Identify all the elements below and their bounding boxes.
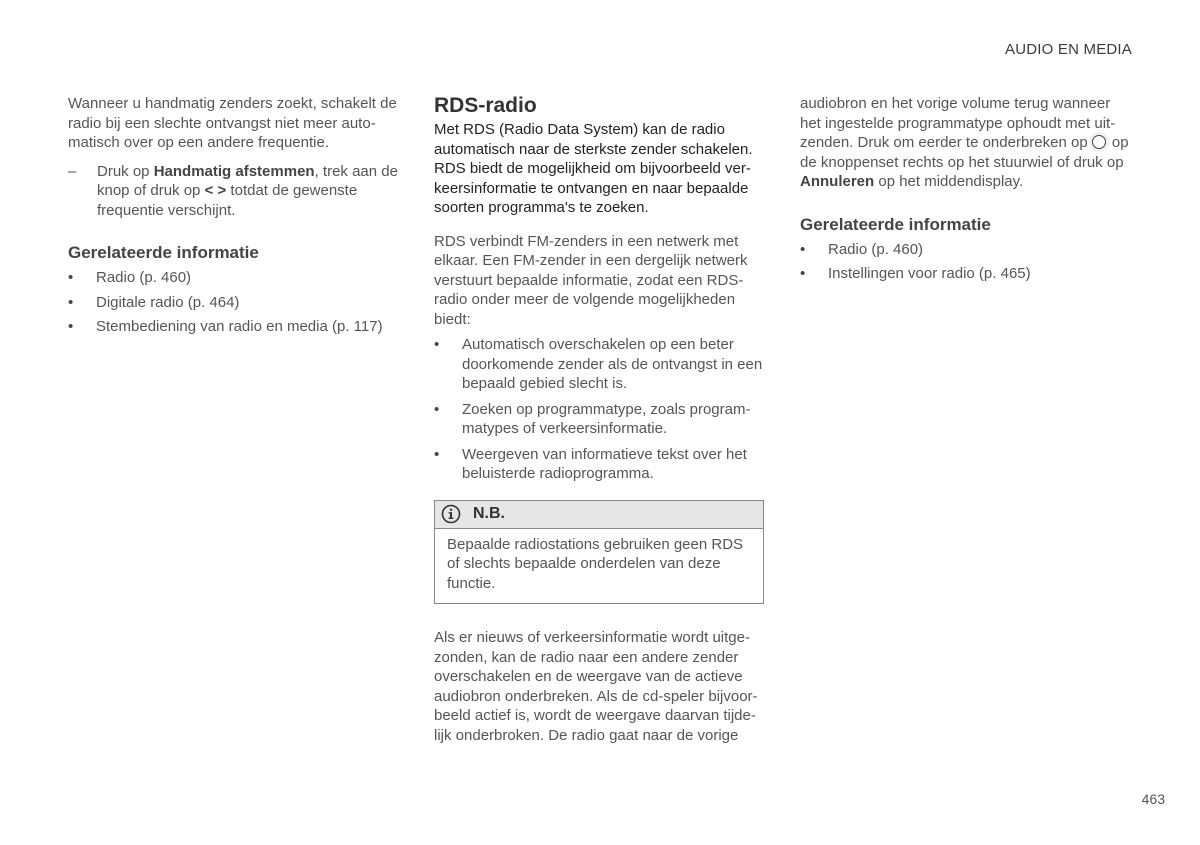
continued-paragraph: audiobron en het vorige volume terug wanneer het ingestelde programmatype ophoudt met uit-zenden. Druk om eerder te onderbreken op op de knoppenset rechts op het stuurwiel of druk op Annuleren op het middendisplay. [800, 95, 1129, 190]
related-link[interactable]: • Stembediening van radio en media (p. 117) [68, 317, 398, 337]
column-left [68, 94, 398, 337]
related-list [68, 268, 398, 337]
related-link[interactable]: • Digitale radio (p. 464) [68, 293, 398, 313]
rds-intro: Met RDS (Radio Data System) kan de radio automatisch naar de sterkste zender schakelen. RDS biedt de mogelijkheid om bijvoorbeeld ver-keersinformatie te ontvangen en naar bepaalde soorten programma's te zoeken. [434, 121, 753, 216]
list-item: • Automatisch overschakelen op een beter doorkomende zender als de ontvangst in een bepaald gebied slecht is. [434, 335, 766, 394]
list-item: • Weergeven van informatieve tekst over het beluisterde radioprogramma. [434, 445, 766, 484]
related-info-heading: Gerelateerde informatie [68, 243, 259, 262]
page-title: RDS-radio [434, 94, 537, 117]
note-box [434, 500, 764, 605]
rds-features-list [434, 335, 766, 484]
arrow-keys-label: < > [204, 182, 227, 199]
column-right [800, 94, 1135, 284]
related-info-heading: Gerelateerde informatie [800, 214, 991, 234]
info-icon [441, 504, 461, 524]
note-title: N.B. [473, 505, 505, 522]
cancel-label: Annuleren [800, 173, 875, 190]
note-body [435, 529, 763, 604]
instruction-item [68, 162, 398, 221]
manual-tuning-paragraph: Wanneer u handmatig zenders zoekt, schakelt de radio bij een slechte ontvangst niet meer auto-matisch over op een andere frequentie. [68, 95, 397, 151]
related-link[interactable]: • Radio (p. 460) [68, 268, 398, 288]
list-item: • Zoeken op programmatype, zoals program-matypes of verkeersinformatie. [434, 400, 766, 439]
note-header [435, 501, 763, 529]
related-list [800, 240, 1135, 284]
page-number: 463 [1141, 791, 1165, 807]
rds-network-paragraph: RDS verbindt FM-zenders in een netwerk met elkaar. Een FM-zender in een dergelijk netwerk verstuurt bepaalde informatie, zodat een RDS-radio onder meer de volgende mogelijkheden biedt: [434, 232, 748, 328]
traffic-info-paragraph: Als er nieuws of verkeersinformatie wordt uitge-zonden, kan de radio naar een andere zender overschakelen en de weergave van de actieve audiobron onderbreken. Als de cd-speler bijvoor-beeld actief is, wordt de weergave daarvan tijde-lijk onderbroken. De radio gaat naar de vorige [434, 629, 758, 744]
note-text: Bepaalde radiostations gebruiken geen RDS of slechts bepaalde onderdelen van deze functie. [447, 535, 744, 592]
related-link[interactable]: • Instellingen voor radio (p. 465) [800, 264, 1135, 284]
column-middle [434, 94, 766, 745]
instruction-text: Druk op Handmatig afstemmen, trek aan de knop of druk op < > totdat de gewenste frequentie verschijnt. [97, 162, 398, 219]
circle-button-icon [1092, 135, 1106, 149]
related-link[interactable]: • Radio (p. 460) [800, 240, 1135, 260]
section-header: AUDIO EN MEDIA [1005, 41, 1132, 58]
manual-tune-label: Handmatig afstemmen [153, 162, 315, 180]
dash-marker: – [68, 162, 77, 180]
